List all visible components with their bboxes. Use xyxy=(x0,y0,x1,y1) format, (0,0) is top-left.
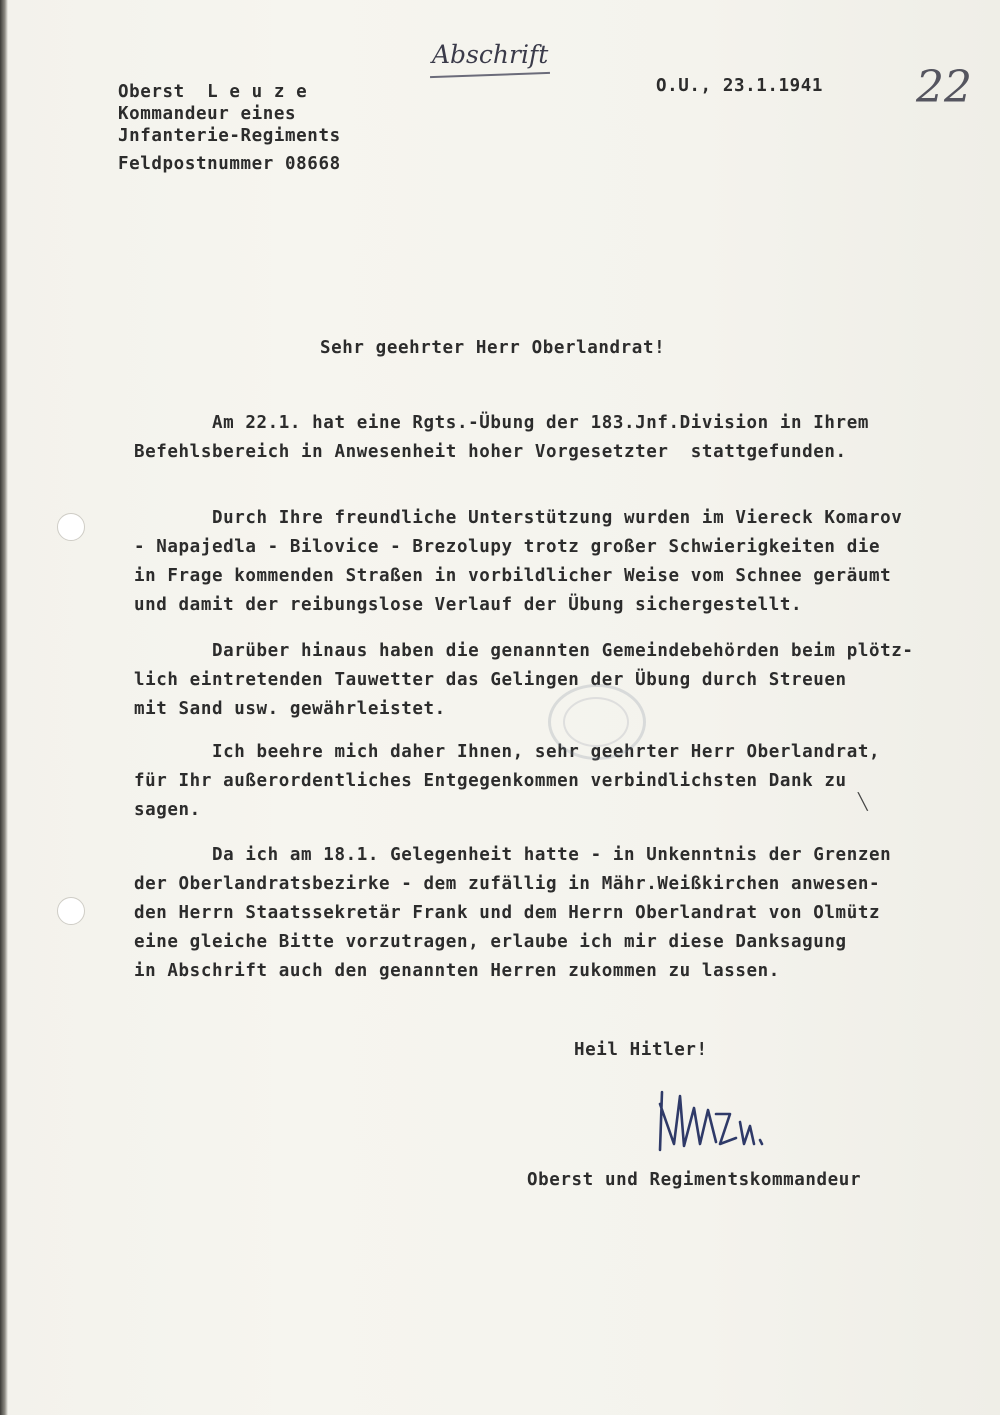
folio-number: 22 xyxy=(916,62,972,113)
closing-greeting: Heil Hitler! xyxy=(574,1040,708,1060)
sender-title-line2: Jnfanterie-Regiments xyxy=(118,126,341,146)
body-line: lich eintretenden Tauwetter das Gelingen der Übung durch Streuen xyxy=(134,670,847,690)
punch-hole-upper xyxy=(57,513,85,541)
field-post-number: Feldpostnummer 08668 xyxy=(118,154,341,174)
handwritten-signature xyxy=(650,1074,770,1164)
punch-hole-lower xyxy=(57,897,85,925)
sender-title-line1: Kommandeur eines xyxy=(118,104,297,124)
body-line: für Ihr außerordentliches Entgegenkommen verbindlichsten Dank zu xyxy=(134,771,847,791)
body-line: Am 22.1. hat eine Rgts.-Übung der 183.Jnf.Division in Ihrem xyxy=(134,413,869,433)
place-date: O.U., 23.1.1941 xyxy=(656,76,824,96)
body-line: in Frage kommenden Straßen in vorbildlicher Weise vom Schnee geräumt xyxy=(134,566,892,586)
faded-stamp xyxy=(548,684,646,760)
scan-edge-shadow xyxy=(0,0,8,1415)
body-line: Da ich am 18.1. Gelegenheit hatte - in Unkenntnis der Grenzen xyxy=(134,845,892,865)
body-line: Ich beehre mich daher Ihnen, sehr geehrter Herr Oberlandrat, xyxy=(134,742,881,762)
handwritten-annotation: Abschrift xyxy=(432,40,549,69)
signature-title: Oberst und Regimentskommandeur xyxy=(527,1170,862,1190)
body-line: sagen. xyxy=(134,800,201,820)
body-line: den Herrn Staatssekretär Frank und dem Herrn Oberlandrat von Olmütz xyxy=(134,903,881,923)
body-line: Durch Ihre freundliche Unterstützung wurden im Viereck Komarov xyxy=(134,508,903,528)
body-line: mit Sand usw. gewährleistet. xyxy=(134,699,446,719)
sender-name: Oberst L e u z e xyxy=(118,82,308,102)
body-line: eine gleiche Bitte vorzutragen, erlaube ich mir diese Danksagung xyxy=(134,932,847,952)
margin-tick-mark: ╲ xyxy=(858,792,868,811)
body-line: Darüber hinaus haben die genannten Gemeindebehörden beim plötz- xyxy=(134,641,914,661)
body-line: - Napajedla - Bilovice - Brezolupy trotz großer Schwierigkeiten die xyxy=(134,537,881,557)
body-line: Befehlsbereich in Anwesenheit hoher Vorgesetzter stattgefunden. xyxy=(134,442,847,462)
annotation-underline xyxy=(430,72,550,78)
body-line: in Abschrift auch den genannten Herren zukommen zu lassen. xyxy=(134,961,780,981)
body-line: der Oberlandratsbezirke - dem zufällig in Mähr.Weißkirchen anwesen- xyxy=(134,874,881,894)
body-line: und damit der reibungslose Verlauf der Übung sichergestellt. xyxy=(134,595,803,615)
salutation: Sehr geehrter Herr Oberlandrat! xyxy=(320,338,666,358)
